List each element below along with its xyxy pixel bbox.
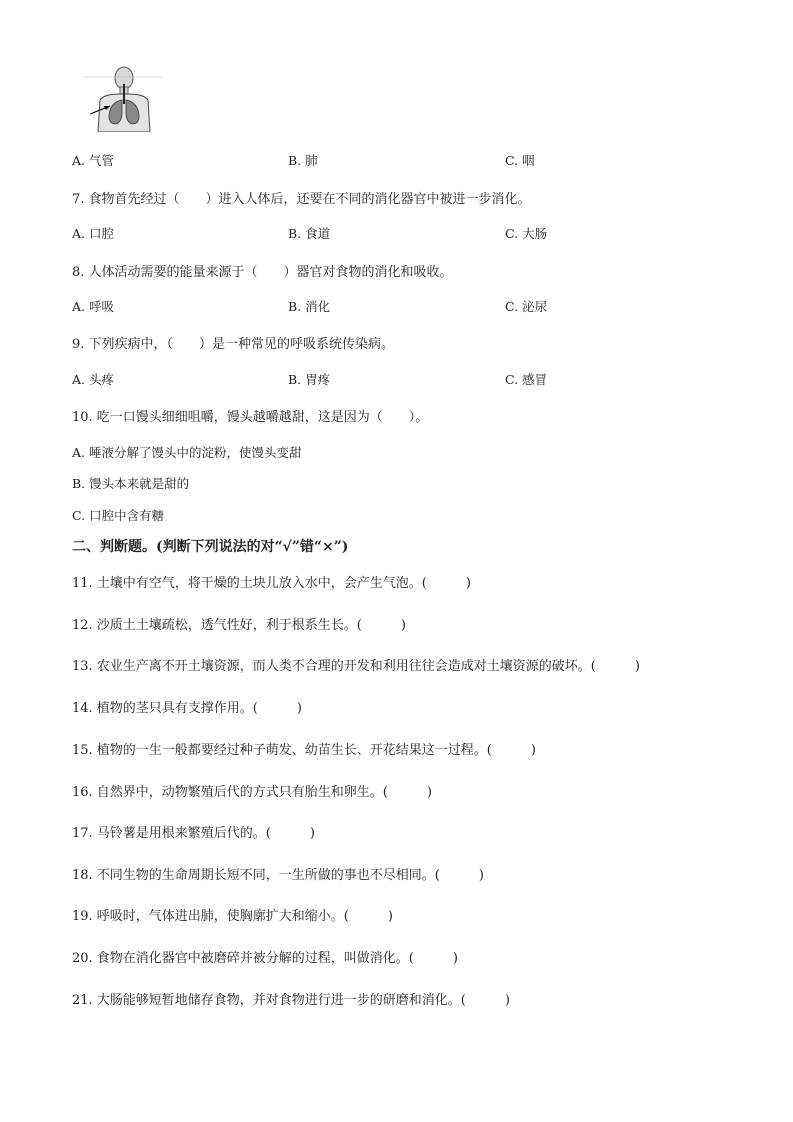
judgment-item[interactable]: 15. 植物的一生一般都要经过种子萌发、幼苗生长、开花结果这一过程。( ) xyxy=(72,743,536,758)
judgment-item[interactable]: 11. 土壤中有空气，将干燥的土块儿放入水中，会产生气泡。( ) xyxy=(72,576,471,591)
judgment-item[interactable]: 12. 沙质土土壤疏松，透气性好，利于根系生长。( ) xyxy=(72,618,406,633)
judgment-item[interactable]: 19. 呼吸时，气体进出肺，使胸廓扩大和缩小。( ) xyxy=(72,909,393,924)
section-2-title: 二、判断题。(判断下列说法的对“√”错“×”) xyxy=(72,539,349,555)
q7-option-a[interactable]: A. 口腔 xyxy=(72,226,114,241)
q9-option-b[interactable]: B. 胃疼 xyxy=(288,372,331,387)
q7-option-b[interactable]: B. 食道 xyxy=(288,226,331,241)
q10-option-c[interactable]: C. 口腔中含有糖 xyxy=(72,508,165,523)
q9-option-a[interactable]: A. 头疼 xyxy=(72,372,114,387)
q8-option-c[interactable]: C. 泌尿 xyxy=(505,299,548,314)
judgment-item[interactable]: 16. 自然界中，动物繁殖后代的方式只有胎生和卵生。( ) xyxy=(72,785,432,800)
q8-option-b[interactable]: B. 消化 xyxy=(288,299,331,314)
q8-option-a[interactable]: A. 呼吸 xyxy=(72,299,114,314)
judgment-item[interactable]: 21. 大肠能够短暂地储存食物，并对食物进行进一步的研磨和消化。( ) xyxy=(72,993,510,1008)
judgment-item[interactable]: 17. 马铃薯是用根来繁殖后代的。( ) xyxy=(72,826,315,841)
q6-option-b[interactable]: B. 肺 xyxy=(288,153,318,168)
judgment-item[interactable]: 18. 不同生物的生命周期长短不同，一生所做的事也不尽相同。( ) xyxy=(72,868,484,883)
q6-option-c[interactable]: C. 咽 xyxy=(505,153,535,168)
question-9-stem: 9. 下列疾病中，（ ）是一种常见的呼吸系统传染病。 xyxy=(72,337,395,352)
judgment-item[interactable]: 13. 农业生产离不开土壤资源，而人类不合理的开发和利用往往会造成对土壤资源的破坏。( ) xyxy=(72,659,640,674)
question-8-stem: 8. 人体活动需要的能量来源于（ ）器官对食物的消化和吸收。 xyxy=(72,265,453,280)
question-10-stem: 10. 吃一口馒头细细咀嚼，馒头越嚼越甜，这是因为（ ）。 xyxy=(72,410,429,425)
respiratory-system-diagram-icon xyxy=(84,64,162,132)
q7-option-c[interactable]: C. 大肠 xyxy=(505,226,548,241)
question-7-stem: 7. 食物首先经过（ ）进入人体后，还要在不同的消化器官中被进一步消化。 xyxy=(72,192,531,207)
judgment-item[interactable]: 20. 食物在消化器官中被磨碎并被分解的过程，叫做消化。( ) xyxy=(72,951,458,966)
judgment-item[interactable]: 14. 植物的茎只具有支撑作用。( ) xyxy=(72,701,302,716)
q6-option-a[interactable]: A. 气管 xyxy=(72,153,114,168)
q9-option-c[interactable]: C. 感冒 xyxy=(505,372,548,387)
q10-option-b[interactable]: B. 馒头本来就是甜的 xyxy=(72,476,190,491)
q10-option-a[interactable]: A. 唾液分解了馒头中的淀粉，使馒头变甜 xyxy=(72,445,302,460)
